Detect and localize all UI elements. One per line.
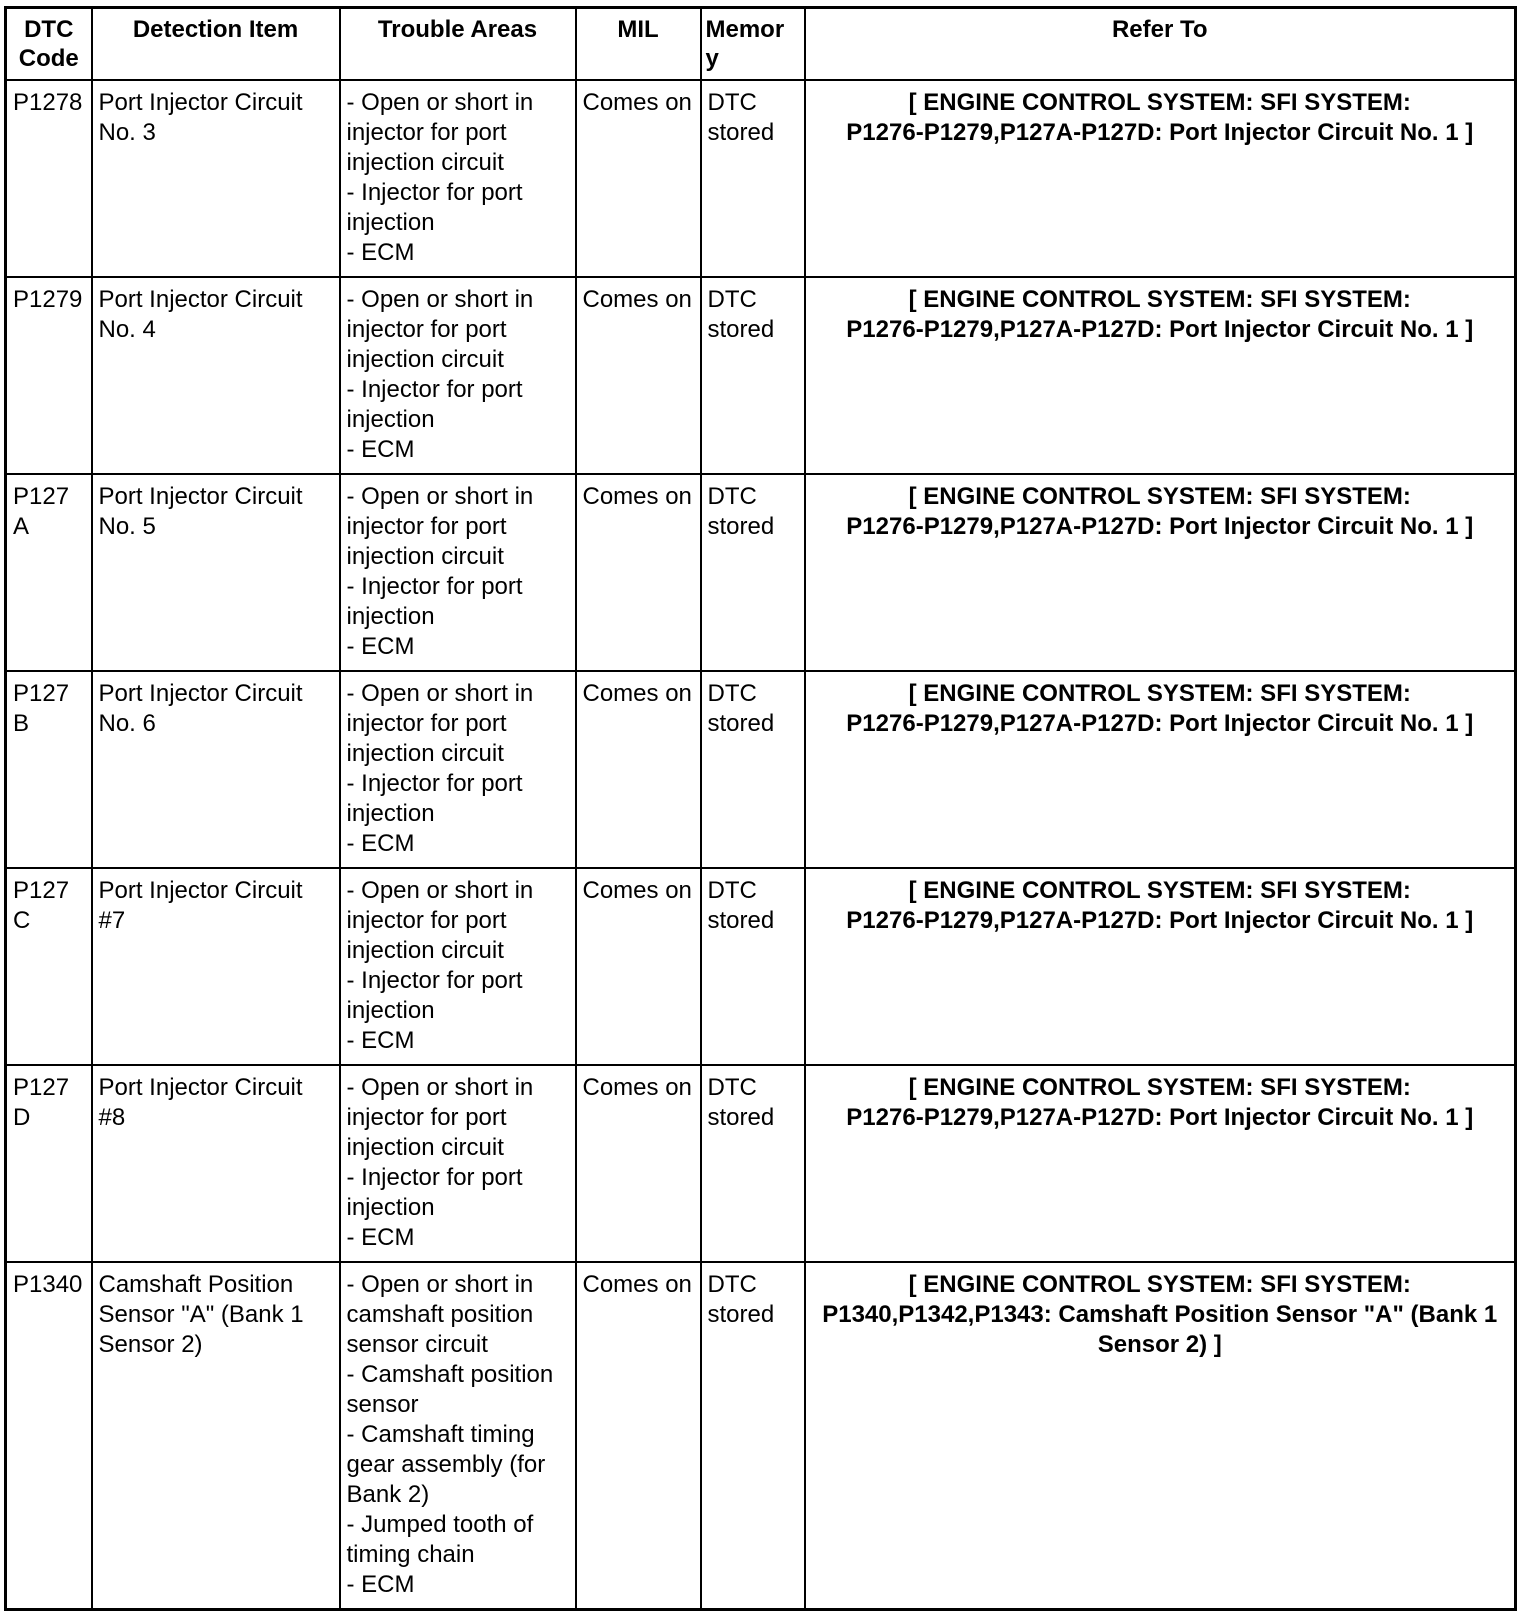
refer-to-link[interactable]: [ ENGINE CONTROL SYSTEM: SFI SYSTEM: P1276-P1279,P127A-P127D: Port Injector Circuit No. 1 ] (805, 474, 1516, 671)
detection-item-cell: Port Injector Circuit #7 (92, 868, 340, 1065)
trouble-area-item: - Injector for port injection (346, 376, 523, 433)
table-row (6, 1262, 1516, 1610)
trouble-area-item: - Injector for port injection (346, 770, 523, 827)
trouble-area-item: - ECM (346, 633, 415, 660)
header-detection-item: Detection Item (92, 8, 340, 81)
trouble-area-item: - ECM (346, 436, 415, 463)
table-header-row (6, 8, 1516, 81)
table-row (6, 474, 1516, 671)
detection-item-cell: Port Injector Circuit No. 5 (92, 474, 340, 671)
trouble-area-item: - ECM (346, 1571, 415, 1598)
header-refer-to: Refer To (805, 8, 1516, 81)
mil-cell: Comes on (576, 80, 701, 277)
mil-cell: Comes on (576, 277, 701, 474)
trouble-area-item: - Open or short in injector for port injection circuit (346, 877, 534, 964)
memory-cell: DTC stored (701, 474, 805, 671)
trouble-areas-cell (340, 868, 576, 1065)
trouble-area-item: - Injector for port injection (346, 179, 523, 236)
mil-cell: Comes on (576, 1262, 701, 1610)
table-row (6, 277, 1516, 474)
memory-cell: DTC stored (701, 1065, 805, 1262)
trouble-areas-cell (340, 1262, 576, 1610)
trouble-area-item: - ECM (346, 239, 415, 266)
trouble-area-item: - Injector for port injection (346, 1164, 523, 1221)
trouble-area-item: - Open or short in camshaft position sensor circuit (346, 1271, 534, 1358)
dtc-code-cell: P127A (6, 474, 92, 671)
refer-to-link[interactable]: [ ENGINE CONTROL SYSTEM: SFI SYSTEM: P1276-P1279,P127A-P127D: Port Injector Circuit No. 1 ] (805, 80, 1516, 277)
trouble-area-item: - Jumped tooth of timing chain (346, 1511, 534, 1568)
refer-to-link[interactable]: [ ENGINE CONTROL SYSTEM: SFI SYSTEM: P1276-P1279,P127A-P127D: Port Injector Circuit No. 1 ] (805, 671, 1516, 868)
trouble-areas-cell (340, 474, 576, 671)
trouble-area-item: - Open or short in injector for port injection circuit (346, 89, 534, 176)
table-row (6, 671, 1516, 868)
detection-item-cell: Port Injector Circuit No. 4 (92, 277, 340, 474)
header-trouble-areas: Trouble Areas (340, 8, 576, 81)
table-row (6, 1065, 1516, 1262)
mil-cell: Comes on (576, 474, 701, 671)
trouble-areas-cell (340, 1065, 576, 1262)
table-row (6, 80, 1516, 277)
memory-cell: DTC stored (701, 868, 805, 1065)
header-dtc-code: DTC Code (6, 8, 92, 81)
dtc-code-cell: P127C (6, 868, 92, 1065)
detection-item-cell: Port Injector Circuit #8 (92, 1065, 340, 1262)
dtc-code-cell: P1279 (6, 277, 92, 474)
trouble-area-item: - Camshaft timing gear assembly (for Bank 2) (346, 1421, 546, 1508)
trouble-area-item: - ECM (346, 830, 415, 857)
trouble-area-item: - Camshaft position sensor (346, 1361, 554, 1418)
trouble-area-item: - Open or short in injector for port injection circuit (346, 483, 534, 570)
trouble-area-item: - ECM (346, 1224, 415, 1251)
trouble-areas-cell (340, 671, 576, 868)
header-mil: MIL (576, 8, 701, 81)
trouble-area-item: - Open or short in injector for port injection circuit (346, 286, 534, 373)
dtc-table (4, 6, 1517, 1611)
memory-cell: DTC stored (701, 671, 805, 868)
mil-cell: Comes on (576, 1065, 701, 1262)
refer-to-link[interactable]: [ ENGINE CONTROL SYSTEM: SFI SYSTEM: P1276-P1279,P127A-P127D: Port Injector Circuit No. 1 ] (805, 277, 1516, 474)
dtc-code-cell: P1340 (6, 1262, 92, 1610)
refer-to-link[interactable]: [ ENGINE CONTROL SYSTEM: SFI SYSTEM: P1276-P1279,P127A-P127D: Port Injector Circuit No. 1 ] (805, 868, 1516, 1065)
memory-cell: DTC stored (701, 1262, 805, 1610)
dtc-code-cell: P1278 (6, 80, 92, 277)
trouble-area-item: - Open or short in injector for port injection circuit (346, 1074, 534, 1161)
memory-cell: DTC stored (701, 80, 805, 277)
header-memory: Memory (701, 8, 805, 81)
detection-item-cell: Port Injector Circuit No. 3 (92, 80, 340, 277)
trouble-area-item: - ECM (346, 1027, 415, 1054)
trouble-area-item: - Injector for port injection (346, 573, 523, 630)
trouble-area-item: - Open or short in injector for port injection circuit (346, 680, 534, 767)
mil-cell: Comes on (576, 671, 701, 868)
detection-item-cell: Port Injector Circuit No. 6 (92, 671, 340, 868)
trouble-areas-cell (340, 277, 576, 474)
dtc-code-cell: P127D (6, 1065, 92, 1262)
trouble-area-item: - Injector for port injection (346, 967, 523, 1024)
dtc-code-cell: P127B (6, 671, 92, 868)
refer-to-link[interactable]: [ ENGINE CONTROL SYSTEM: SFI SYSTEM: P1276-P1279,P127A-P127D: Port Injector Circuit No. 1 ] (805, 1065, 1516, 1262)
refer-to-link[interactable]: [ ENGINE CONTROL SYSTEM: SFI SYSTEM: P1340,P1342,P1343: Camshaft Position Sensor "A" (Bank 1 Sensor 2) ] (805, 1262, 1516, 1610)
memory-cell: DTC stored (701, 277, 805, 474)
mil-cell: Comes on (576, 868, 701, 1065)
trouble-areas-cell (340, 80, 576, 277)
detection-item-cell: Camshaft Position Sensor "A" (Bank 1 Sensor 2) (92, 1262, 340, 1610)
table-row (6, 868, 1516, 1065)
